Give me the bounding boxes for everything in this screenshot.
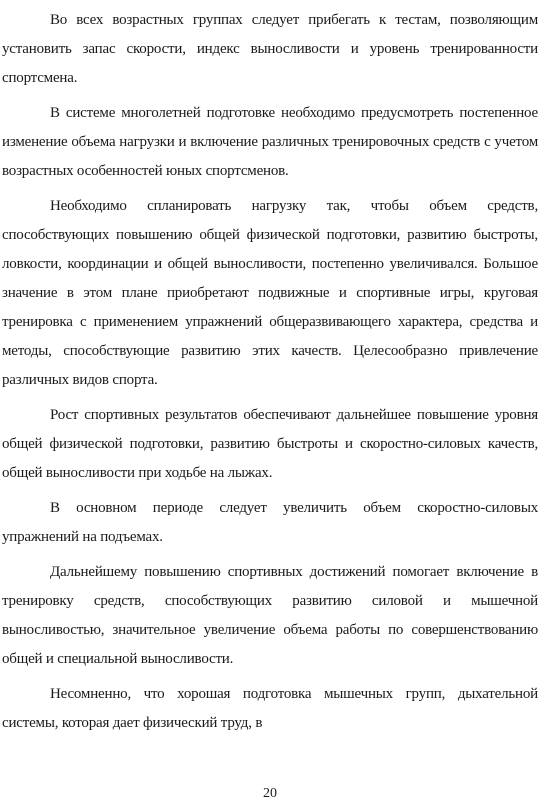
paragraph-further-achievements: Дальнейшему повышению спортивных достижений помогает включение в тренировку средств, способствующих развитию силовой и мышечной выносливостью, значительное увеличение объема работы по совершенствованию общей и специальной выносливости. bbox=[2, 564, 538, 667]
paragraph-main-period: В основном периоде следует увеличить объем скоростно-силовых упражнений на подъемах. bbox=[2, 500, 538, 545]
paragraph-load-planning: Необходимо спланировать нагрузку так, чтобы объем средств, способствующих повышению общей физической подготовки, развитию быстроты, ловкости, координации и общей выносливости, постепенно увеличивался. Большое значение в этом плане приобретают подвижные и спортивные игры, круговая тренировка с применением упражнений общеразвивающего характера, средства и методы, способствующие развитию этих качеств. Целесообразно привлечение различных видов спорта. bbox=[2, 198, 538, 388]
paragraph-muscle-preparation: Несомненно, что хорошая подготовка мышечных групп, дыхательной системы, которая дает физический труд, в bbox=[2, 686, 538, 731]
page-number: 20 bbox=[263, 786, 277, 801]
paragraph-age-group-tests: Во всех возрастных группах следует прибегать к тестам, позволяющим установить запас скорости, индекс выносливости и уровень тренированности спортсмена. bbox=[2, 12, 538, 86]
document-page bbox=[2, 6, 538, 738]
paragraph-long-term-training: В системе многолетней подготовке необходимо предусмотреть постепенное изменение объема нагрузки и включение различных тренировочных средств с учетом возрастных особенностей юных спортсменов. bbox=[2, 105, 538, 179]
paragraph-results-growth: Рост спортивных результатов обеспечивают дальнейшее повышение уровня общей физической подготовки, развитию быстроты и скоростно-силовых качеств, общей выносливости при ходьбе на лыжах. bbox=[2, 407, 538, 481]
